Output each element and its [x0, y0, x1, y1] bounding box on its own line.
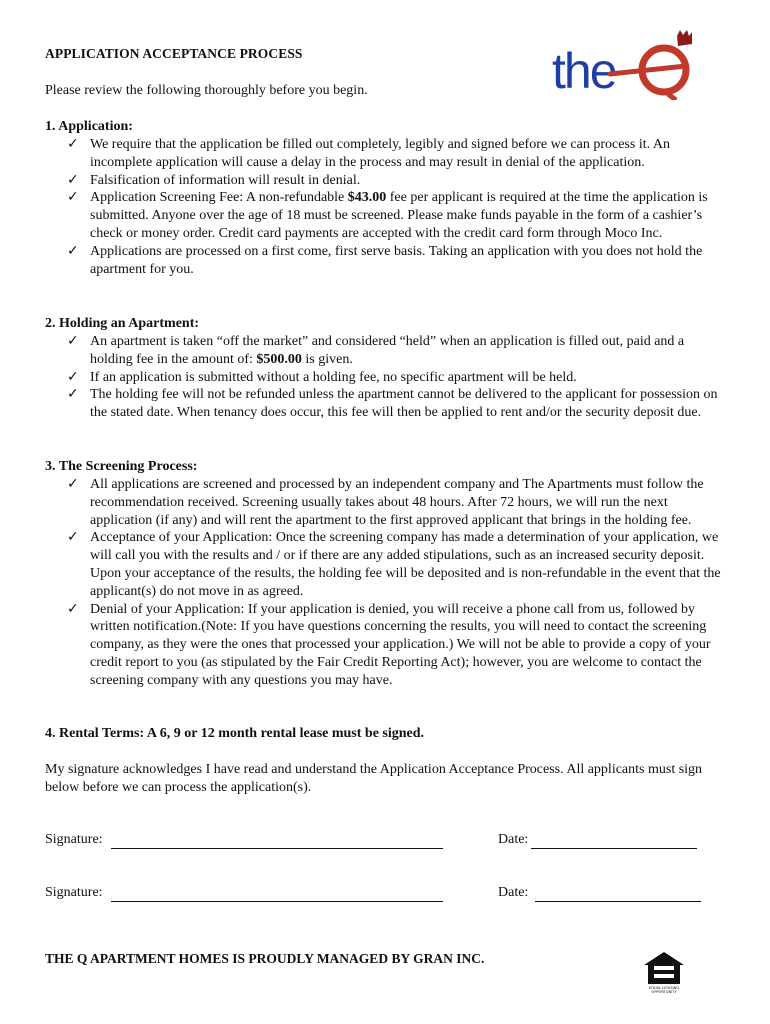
checkmark-icon: ✓: [67, 368, 79, 385]
signature-row: [45, 832, 725, 852]
checkmark-icon: ✓: [67, 529, 79, 546]
signature-field[interactable]: [111, 834, 443, 849]
section-application: [45, 118, 725, 278]
list-item: ✓ If an application is submitted without a holding fee, no specific apartment will be held.: [67, 368, 577, 385]
checkmark-icon: ✓: [67, 242, 79, 259]
rental-terms: 4. Rental Terms: A 6, 9 or 12 month rental lease must be signed.: [45, 726, 425, 741]
date-label: Date:: [498, 885, 529, 900]
eho-text: EQUAL HOUSING OPPORTUNITY: [648, 986, 680, 994]
list-item: ✓ The holding fee will not be refunded unless the apartment cannot be delivered to the applicant for possession on the stated date. When tenancy does occur, this fee will then be applied to rent and/or the security deposit due.: [67, 386, 718, 421]
signature-label: Signature:: [45, 885, 103, 900]
list-item: ✓ Falsification of information will result in denial.: [67, 171, 361, 188]
signature-row: [45, 885, 725, 905]
list-item: ✓ Application Screening Fee: A non-refundable $43.00 fee per applicant is required at the time the application is submitted. Anyone over the age of 18 must be screened. Please make funds payable in the form of a cashier’s check or money order. Credit card payments are accepted with the credit card form through Moco Inc.: [67, 189, 708, 241]
checkmark-icon: ✓: [67, 333, 79, 349]
document-title: APPLICATION ACCEPTANCE PROCESS: [45, 46, 303, 61]
acknowledgement-text: My signature acknowledges I have read and understand the Application Acceptance Process. All applicants must sign below before we can process the application(s).: [45, 762, 703, 795]
section-heading: 2. Holding an Apartment:: [45, 316, 200, 331]
section-screening-process: [45, 458, 725, 690]
checkmark-icon: ✓: [67, 136, 79, 152]
list-item: ✓ Acceptance of your Application: Once the screening company has made a determination of your application, we will call you with the results and / or if there are any added stipulations, such as an increased security deposit. Upon your acceptance of the results, the holding fee will be deposited and is non-refundable in the event that the applicant(s) do not move in as agreed.: [67, 529, 721, 599]
footer-text: THE Q APARTMENT HOMES IS PROUDLY MANAGED BY GRAN INC.: [45, 951, 485, 966]
list-item: ✓ We require that the application be filled out completely, legibly and signed before we can process it. An incomplete application will cause a delay in the process and may result in denial of the application.: [67, 136, 670, 170]
list-item: ✓ Applications are processed on a first come, first serve basis. Taking an application with you does not hold the apartment for you.: [67, 242, 703, 277]
date-field[interactable]: [535, 887, 701, 902]
the-q-logo: [552, 30, 702, 100]
signature-field[interactable]: [111, 887, 443, 902]
list-item: ✓ An apartment is taken “off the market” and considered “held” when an application is filled out, paid and a holding fee in the amount of: $500.00 is given.: [67, 333, 685, 367]
section-heading: 1. Application:: [45, 119, 133, 134]
checkmark-icon: ✓: [67, 600, 79, 617]
list-item: ✓ Denial of your Application: If your application is denied, you will receive a phone call from us, followed by written notification.(Note: If you have questions concerning the results, you will need to contact the screening company, as they were the ones that processed your application.) We will not be able to provide a copy of your credit report to you (as stipulated by the Fair Credit Reporting Act); however, you are welcome to contact the screening company with any questions you may have.: [67, 600, 711, 688]
logo-the-text: the: [552, 43, 616, 99]
checkmark-icon: ✓: [67, 476, 79, 492]
checkmark-icon: ✓: [67, 171, 79, 188]
date-field[interactable]: [531, 834, 697, 849]
intro-text: Please review the following thoroughly before you begin.: [45, 83, 368, 98]
signature-label: Signature:: [45, 832, 103, 847]
crown-icon: [677, 30, 692, 46]
section-heading: 3. The Screening Process:: [45, 459, 198, 474]
section-holding-apartment: [45, 315, 725, 422]
equal-housing-icon: [642, 950, 686, 996]
date-label: Date:: [498, 832, 529, 847]
checkmark-icon: ✓: [67, 386, 79, 403]
logo-q-tail: [610, 66, 686, 74]
list-item: ✓ All applications are screened and processed by an independent company and The Apartments must follow the recommendation received. Screening usually takes about 48 hours. After 72 hours, we will run the next application (if any) and will rent the apartment to the first approved applicant that brings in the holding fee.: [67, 476, 704, 528]
checkmark-icon: ✓: [67, 189, 79, 206]
